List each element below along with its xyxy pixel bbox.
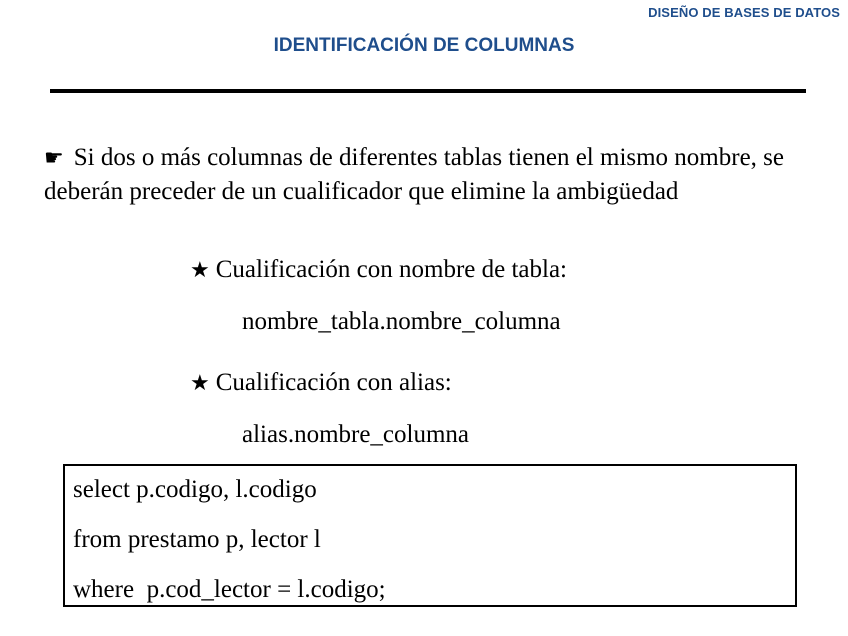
sql-line: from prestamo p, lector l xyxy=(73,526,321,553)
star-icon: ★ xyxy=(190,258,210,283)
sql-line: select p.codigo, l.codigo xyxy=(73,476,317,503)
qualification-alias xyxy=(190,368,452,399)
star-icon: ★ xyxy=(190,371,210,396)
sql-line: where p.cod_lector = l.codigo; xyxy=(73,576,386,603)
sql-example-box xyxy=(63,464,797,607)
pointing-hand-icon: ☛ xyxy=(44,146,64,171)
course-name: DISEÑO DE BASES DE DATOS xyxy=(648,5,840,20)
slide-title: IDENTIFICACIÓN DE COLUMNAS xyxy=(273,35,575,56)
qualification-label: Cualificación con nombre de tabla: xyxy=(215,256,567,283)
qualification-label: Cualificación con alias: xyxy=(215,369,452,396)
intro-paragraph xyxy=(44,141,804,208)
qualification-table-name xyxy=(190,255,567,286)
qualification-syntax: nombre_tabla.nombre_columna xyxy=(242,308,561,335)
qualification-syntax: alias.nombre_columna xyxy=(242,421,470,448)
title-divider xyxy=(50,89,806,93)
intro-text: Si dos o más columnas de diferentes tablas tienen el mismo nombre, se deberán preceder de un cualificador que elimine la ambigüedad xyxy=(44,144,785,205)
